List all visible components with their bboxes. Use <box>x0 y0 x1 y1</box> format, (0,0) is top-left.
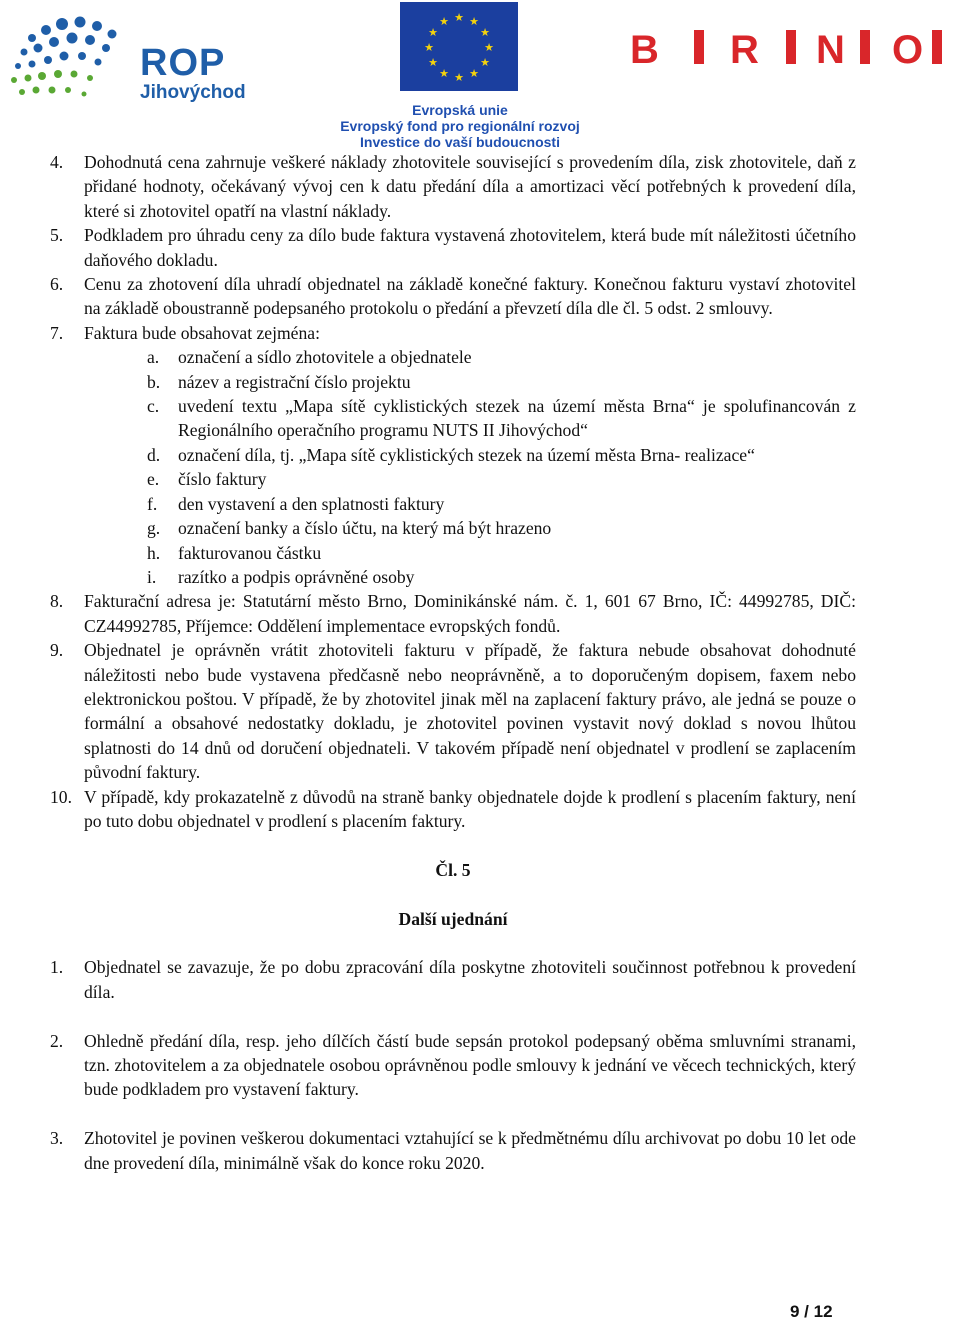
list-item <box>50 272 856 321</box>
sub-item-text: číslo faktury <box>178 469 267 490</box>
eu-flag-icon <box>400 2 518 91</box>
svg-text:★: ★ <box>439 15 449 28</box>
item-number: 9. <box>50 640 64 661</box>
sub-item-text: den vystavení a den splatnosti faktury <box>178 493 445 514</box>
brno-letter-r: R <box>730 28 759 72</box>
item-number: 5. <box>50 225 64 246</box>
sub-list-item <box>50 370 856 394</box>
item-text: Objednatel se zavazuje, že po dobu zpracování díla poskytne zhotoviteli součinnost potřebnou k provedení díla. <box>84 957 856 1002</box>
sub-item-text: razítko a podpis oprávněné osoby <box>178 566 415 587</box>
brno-letter-o: O <box>892 28 924 72</box>
rop-region: Jihovýchod <box>140 82 246 103</box>
list-item <box>50 589 856 638</box>
sub-list-item <box>50 516 856 540</box>
rop-logo-icon <box>2 2 134 106</box>
item-number: 1. <box>50 957 64 978</box>
sub-list-item <box>50 467 856 491</box>
list-item <box>50 223 856 272</box>
item-number: 7. <box>50 322 64 343</box>
svg-text:★: ★ <box>428 26 438 39</box>
sub-list-item <box>50 565 856 589</box>
list-item <box>50 785 856 834</box>
list-item <box>50 955 856 1004</box>
sub-item-letter: d. <box>147 444 161 465</box>
sub-item-text: označení banky a číslo účtu, na který má být hrazeno <box>178 518 552 539</box>
sub-item-letter: c. <box>147 396 160 417</box>
item-text: Podkladem pro úhradu ceny za dílo bude faktura vystavená zhotovitelem, která bude mít náležitosti účetního daňového dokladu. <box>84 225 856 270</box>
item-number: 3. <box>50 1128 64 1149</box>
brno-letter-b: B <box>630 28 659 72</box>
page-header <box>0 0 960 150</box>
svg-text:★: ★ <box>428 56 438 69</box>
sub-list-item <box>50 443 856 467</box>
svg-text:★: ★ <box>454 11 464 24</box>
svg-text:★: ★ <box>469 67 479 80</box>
item-number: 8. <box>50 591 64 612</box>
sub-item-text: název a registrační číslo projektu <box>178 371 411 392</box>
item-number: 2. <box>50 1030 64 1051</box>
item-text: Cenu za zhotovení díla uhradí objednatel na základě konečné faktury. Konečnou fakturu vystaví zhotovitel na základě oboustranně podepsaného protokolu o předání a převzetí díla dle čl. 5 odst. 2 smlouvy. <box>84 274 856 319</box>
sub-item-letter: h. <box>147 542 161 563</box>
svg-text:★: ★ <box>480 56 490 69</box>
page-number: 9 / 12 <box>790 1302 833 1321</box>
item-number: 6. <box>50 274 64 295</box>
sub-list-item <box>50 345 856 369</box>
list-item <box>50 1029 856 1102</box>
sub-list-item <box>50 492 856 516</box>
brno-logo-icon <box>628 18 944 72</box>
item-text: Objednatel je oprávněn vrátit zhotoviteli fakturu v případě, že faktura nebude obsahovat dohodnuté náležitosti nebo bude vystavena předčasně nebo neoprávněně, a to doporučeným dopisem, faxem nebo elektronickou poštou. V případě, že by zhotovitel jinak měl na zaplacení faktury právo, ale jedná se pouze o formální a obsahové nedostatky dokladu, je zhotovitel povinen vystavit nový doklad s novou lhůtou splatnosti do 14 dnů od doručení objednateli. V takovém případě není objednatel v prodlení se zaplacením původní faktury. <box>84 640 856 783</box>
list-item <box>50 150 856 223</box>
svg-text:★: ★ <box>454 71 464 84</box>
brno-letter-n: N <box>816 28 845 72</box>
svg-text:★: ★ <box>480 26 490 39</box>
list-item <box>50 321 856 345</box>
document-body <box>50 150 856 1175</box>
item-number: 10. <box>50 786 72 807</box>
sub-item-letter: e. <box>147 469 160 490</box>
svg-text:★: ★ <box>424 41 434 54</box>
sub-item-text: označení a sídlo zhotovitele a objednatele <box>178 347 472 368</box>
sub-list-item <box>50 541 856 565</box>
svg-text:★: ★ <box>469 15 479 28</box>
eu-caption-line-2: Evropský fond pro regionální rozvoj <box>340 118 580 134</box>
eu-caption-line-3: Investice do vaší budoucnosti <box>360 134 560 150</box>
sub-item-letter: g. <box>147 518 161 539</box>
sub-list-item <box>50 394 856 443</box>
eu-caption-line-1: Evropská unie <box>412 102 508 118</box>
sub-item-letter: b. <box>147 371 161 392</box>
item-text: Faktura bude obsahovat zejména: <box>84 322 320 343</box>
item-text: Fakturační adresa je: Statutární město Brno, Dominikánské nám. č. 1, 601 67 Brno, IČ: 44992785, DIČ: CZ44992785, Příjemce: Oddělení implementace evropských fondů. <box>84 591 856 636</box>
svg-text:★: ★ <box>439 67 449 80</box>
eu-caption <box>300 102 620 150</box>
sub-item-letter: i. <box>147 566 157 587</box>
item-text: Ohledně předání díla, resp. jeho dílčích částí bude sepsán protokol podepsaný oběma smluvními stranami, tzn. zhotovitelem a za objednatele osobou oprávněnou podle smlouvy k jednání ve věcech technických, který bude podkladem pro vystavení faktury. <box>84 1030 856 1100</box>
sub-item-text: uvedení textu „Mapa sítě cyklistických stezek na území města Brna“ je spolufinancován z Regionálního operačního programu NUTS II Jihovýchod“ <box>178 396 856 441</box>
svg-text:★: ★ <box>484 41 494 54</box>
rop-title: ROP <box>140 42 226 84</box>
sub-item-text: fakturovanou částku <box>178 542 322 563</box>
list-item <box>50 1126 856 1175</box>
sub-item-letter: f. <box>147 493 158 514</box>
item-text: V případě, kdy prokazatelně z důvodů na straně banky objednatele dojde k prodlení s placením faktury, není po tuto dobu objednatel v prodlení s placením faktury. <box>84 786 856 831</box>
section-title: Další ujednání <box>398 908 508 929</box>
sub-item-text: označení díla, tj. „Mapa sítě cyklistických stezek na území města Brna- realizace“ <box>178 444 755 465</box>
section-number: Čl. 5 <box>435 859 471 880</box>
sub-item-letter: a. <box>147 347 160 368</box>
item-number: 4. <box>50 152 64 172</box>
item-text: Dohodnutá cena zahrnuje veškeré náklady zhotovitele související s provedením díla, zisk zhotovitele, daň z přidané hodnoty, očekávaný vývoj cen k datu předání díla a amortizaci věcí potřebných k provedení díla, které si zhotovitel opatří na vlastní náklady. <box>84 152 856 221</box>
item-text: Zhotovitel je povinen veškerou dokumentaci vztahující se k předmětnému dílu archivovat po dobu 10 let ode dne provedení díla, minimálně však do konce roku 2020. <box>84 1128 856 1173</box>
list-item <box>50 638 856 784</box>
